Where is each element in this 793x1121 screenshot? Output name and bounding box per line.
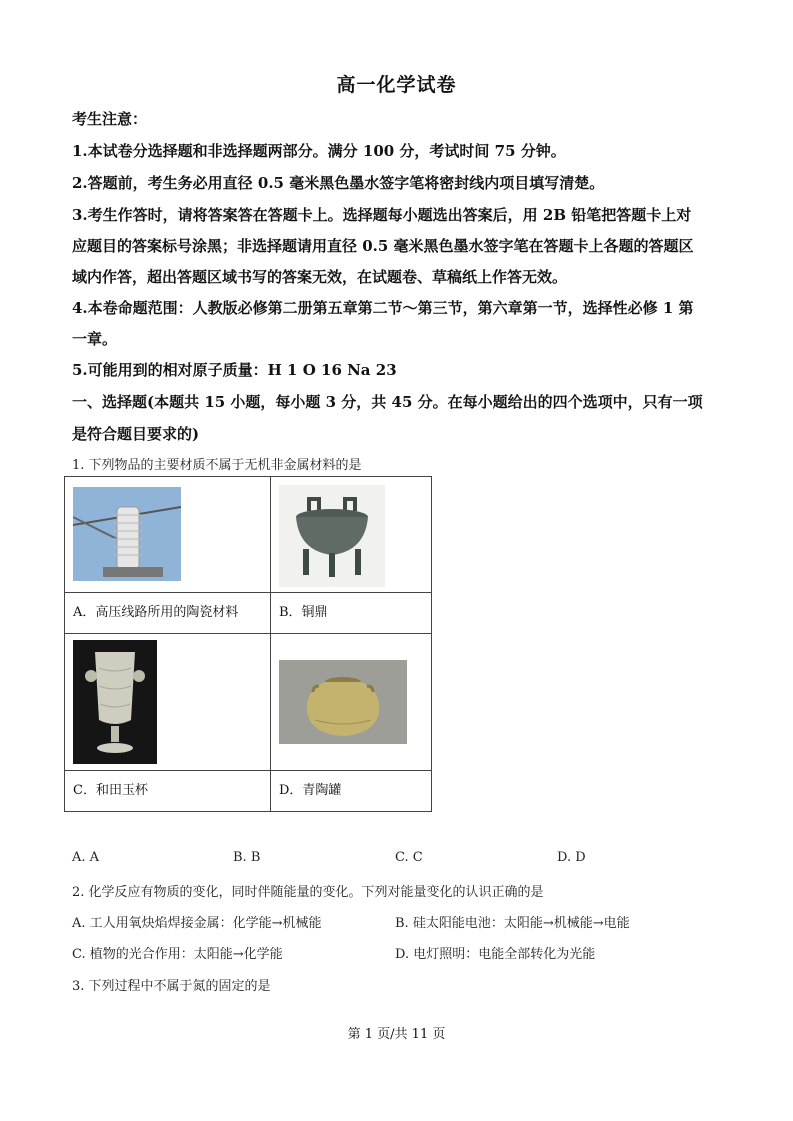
question-2-choice-c: C. 植物的光合作用：太阳能→化学能 xyxy=(72,947,283,962)
notice-heading: 考生注意： xyxy=(72,110,148,128)
page-footer: 第 1 页/共 11 页 xyxy=(347,1027,446,1042)
notice-line-6: 4.本卷命题范围：人教版必修第二册第五章第二节～第三节，第六章第一节，选择性必修 1 第 xyxy=(72,299,694,317)
question-1-stem: 1. 下列物品的主要材质不属于无机非金属材料的是 xyxy=(72,458,362,473)
ceramic-insulator-photo-icon xyxy=(73,487,181,581)
question-1-choice-c: C. C xyxy=(395,850,423,865)
question-1-choice-b: B. B xyxy=(233,850,261,865)
notice-line-2: 2.答题前，考生务必用直径 0.5 毫米黑色墨水签字笔将密封线内项目填写清楚。 xyxy=(72,174,605,192)
option-b-label: B．铜鼎 xyxy=(279,605,328,620)
section-heading-line-1: 一、选择题(本题共 15 小题，每小题 3 分，共 45 分。在每小题给出的四个选项中，只有一项 xyxy=(72,393,703,411)
notice-line-8: 5.可能用到的相对原子质量：H 1 O 16 Na 23 xyxy=(72,361,397,379)
celadon-jar-photo-icon xyxy=(279,660,407,744)
option-b-label-cell xyxy=(271,593,432,634)
notice-line-7: 一章。 xyxy=(72,330,118,348)
option-a-label-cell xyxy=(65,593,271,634)
option-c-label: C．和田玉杯 xyxy=(73,783,148,798)
notice-line-4: 应题目的答案标号涂黑；非选择题请用直径 0.5 毫米黑色墨水签字笔在答题卡上各题的答题区 xyxy=(72,237,694,255)
jade-cup-photo-icon xyxy=(73,640,157,764)
exam-title: 高一化学试卷 xyxy=(336,74,457,96)
notice-line-3: 3.考生作答时，请将答案答在答题卡上。选择题每小题选出答案后，用 2B 铅笔把答题卡上对 xyxy=(72,206,692,224)
question-1-choice-a: A. A xyxy=(72,850,100,865)
question-1-choice-d: D. D xyxy=(557,850,586,865)
question-2-choice-b: B. 硅太阳能电池：太阳能→机械能→电能 xyxy=(395,916,630,931)
option-a-image-cell xyxy=(65,477,271,593)
question-1-options-table xyxy=(64,476,432,812)
question-2-choice-a: A. 工人用氧炔焰焊接金属：化学能→机械能 xyxy=(72,916,322,931)
section-heading-line-2: 是符合题目要求的) xyxy=(72,425,200,443)
option-b-image-cell xyxy=(271,477,432,593)
option-d-image-cell xyxy=(271,634,432,771)
option-c-label-cell xyxy=(65,771,271,812)
option-a-label: A．高压线路所用的陶瓷材料 xyxy=(73,605,239,620)
question-2-choice-d: D. 电灯照明：电能全部转化为光能 xyxy=(395,947,596,962)
bronze-ding-photo-icon xyxy=(279,485,385,587)
question-3-stem: 3. 下列过程中不属于氮的固定的是 xyxy=(72,979,271,994)
notice-line-5: 域内作答，超出答题区域书写的答案无效，在试题卷、草稿纸上作答无效。 xyxy=(72,268,568,286)
option-d-label-cell xyxy=(271,771,432,812)
option-c-image-cell xyxy=(65,634,271,771)
option-d-label: D．青陶罐 xyxy=(279,783,342,798)
question-2-stem: 2. 化学反应有物质的变化，同时伴随能量的变化。下列对能量变化的认识正确的是 xyxy=(72,885,544,900)
notice-line-1: 1.本试卷分选择题和非选择题两部分。满分 100 分，考试时间 75 分钟。 xyxy=(72,142,566,160)
